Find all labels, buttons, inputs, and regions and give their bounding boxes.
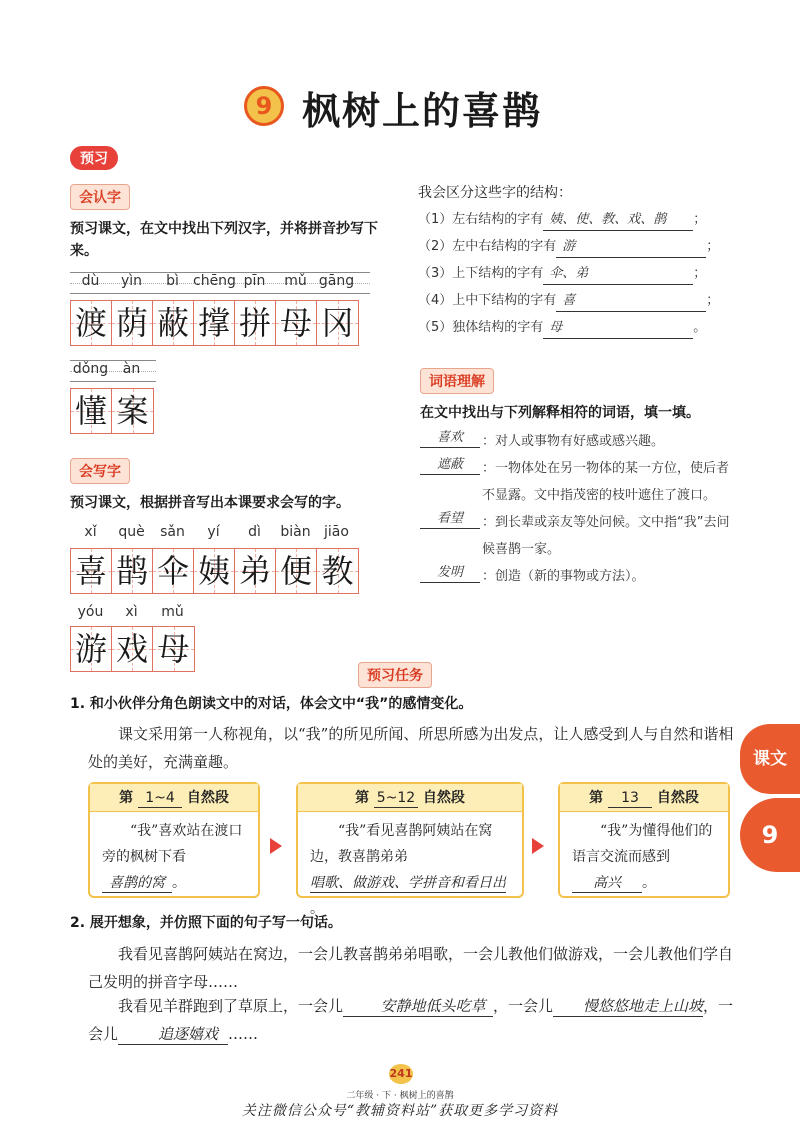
char-box: 冈: [317, 301, 358, 345]
vocab-item: [420, 563, 738, 590]
vocab-definition: ：创造（新的事物或方法）。: [482, 569, 645, 584]
recognize-pinyin-row-1: [70, 273, 357, 289]
paragraph-box-3: [558, 782, 730, 898]
char-box: 弟: [235, 549, 276, 593]
vocab-word: 喜欢: [420, 428, 480, 448]
vocab-word: 遮蔽: [420, 455, 480, 475]
char-box: 母: [153, 627, 194, 671]
box-header: 第 13 自然段: [560, 784, 728, 812]
char-box: 母: [276, 301, 317, 345]
pinyin: biàn: [280, 524, 311, 540]
vocab-item: [420, 509, 738, 563]
write-pinyin-row-1: [70, 524, 357, 540]
box-header: 第 5~12 自然段: [298, 784, 522, 812]
write-tag: 会写字: [70, 458, 130, 484]
vocab-instruction: 在文中找出与下列解释相符的词语，填一填。: [420, 405, 700, 421]
pinyin: dù: [81, 273, 100, 289]
recognize-char-row-2: [70, 388, 154, 434]
write-pinyin-row-2: [70, 604, 193, 620]
side-tab-lesson: 课文: [740, 724, 800, 794]
box-body: “我”看见喜鹊阿姨站在窝边，教喜鹊弟弟唱歌、做游戏、学拼音和看日出。: [310, 823, 506, 917]
char-box: 喜: [71, 549, 112, 593]
answer-blank: 追逐嬉戏: [118, 1024, 228, 1045]
vocab-definition: ：一物体处在另一物体的某一方位，使后者不显露。文中指茂密的枝叶遮住了渡口。: [482, 461, 730, 503]
pinyin: xǐ: [84, 524, 97, 540]
recognize-instruction: 预习课文，在文中找出下列汉字，并将拼音抄写下来。: [70, 221, 378, 259]
answer-blank: 慢悠悠地走上山坡: [553, 996, 703, 1017]
task1-heading: 1. 和小伙伴分角色朗读文中的对话，体会文中“我”的感情变化。: [70, 696, 473, 712]
pinyin: yìn: [120, 273, 143, 289]
vocab-list: [420, 428, 738, 590]
pinyin: bì: [166, 273, 179, 289]
task2-example: 我看见喜鹊阿姨站在窝边，一会儿教喜鹊弟弟唱歌，一会儿教他们做游戏，一会儿教他们学自己发明的拼音字母……: [88, 945, 734, 991]
vocab-definition: ：到长辈或亲友等处问候。文中指“我”去问候喜鹊一家。: [482, 515, 730, 557]
page-number: 241: [389, 1064, 413, 1084]
vocab-definition: ：对人或事物有好感或感兴趣。: [482, 434, 665, 449]
structure-answer: 喜: [556, 291, 706, 312]
char-box: 蔽: [153, 301, 194, 345]
box-body: “我”喜欢站在渡口旁的枫树下看喜鹊的窝 。: [102, 823, 243, 891]
structure-answer: 姨、使、教、戏、鹊: [543, 210, 693, 231]
write-instruction: 预习课文，根据拼音写出本课要求会写的字。: [70, 495, 350, 511]
structure-list: [418, 206, 719, 341]
recognize-char-row-1: [70, 300, 359, 346]
footer-breadcrumb: 二年级 · 下 · 枫树上的喜鹊: [346, 1091, 454, 1101]
char-box: 戏: [112, 627, 153, 671]
side-tab-number: 9: [740, 798, 800, 872]
task2-heading: 2. 展开想象，并仿照下面的句子写一句话。: [70, 915, 342, 931]
write-char-row-2: [70, 626, 195, 672]
page-title: 枫树上的喜鹊: [302, 88, 543, 133]
pinyin: dì: [248, 524, 261, 540]
arrow-right-icon: [532, 838, 544, 854]
answer-blank: 安静地低头吃草: [343, 996, 493, 1017]
char-box: 渡: [71, 301, 112, 345]
arrow-right-icon: [270, 838, 282, 854]
pinyin: gāng: [318, 273, 355, 289]
recognize-pinyin-row-2: [70, 361, 152, 377]
vocab-tag: 词语理解: [420, 368, 494, 394]
task-tag: 预习任务: [358, 662, 432, 688]
paragraph-box-2: [296, 782, 524, 917]
char-box: 鹊: [112, 549, 153, 593]
structure-answer: 母: [543, 318, 693, 339]
char-box: 便: [276, 549, 317, 593]
box-header: 第 1~4 自然段: [90, 784, 258, 812]
pinyin: què: [118, 524, 145, 540]
footer-notice: 关注微信公众号“教辅资料站”获取更多学习资料: [241, 1103, 559, 1119]
pinyin: mǔ: [284, 273, 307, 289]
structure-item: （2）左中右结构的字有 游 ；: [418, 233, 719, 260]
pinyin: dǒng: [72, 361, 109, 377]
char-box: 懂: [71, 389, 112, 433]
char-box: 教: [317, 549, 358, 593]
task1-paragraph: 课文采用第一人称视角，以“我”的所见所闻、所思所感为出发点，让人感受到人与自然和谐相处的美好，充满童趣。: [88, 725, 734, 771]
pinyin: sǎn: [160, 524, 185, 540]
char-box: 荫: [112, 301, 153, 345]
pinyin: mǔ: [161, 604, 184, 620]
vocab-word: 发明: [420, 563, 480, 583]
structure-item: （1）左右结构的字有 姨、使、教、戏、鹊 ；: [418, 206, 719, 233]
task2-answer: 我看见羊群跑到了草原上，一会儿 安静地低头吃草 ，一会儿 慢悠悠地走上山坡，一会儿 追逐嬉戏 ……: [88, 997, 734, 1043]
structure-answer: 游: [556, 237, 706, 258]
structure-heading: 我会区分这些字的结构：: [418, 185, 572, 201]
recognize-tag: 会认字: [70, 184, 130, 210]
char-box: 拼: [235, 301, 276, 345]
preview-tag: 预习: [70, 146, 118, 170]
paragraph-box-1: [88, 782, 260, 898]
pinyin: àn: [122, 361, 141, 377]
char-box: 姨: [194, 549, 235, 593]
char-box: 案: [112, 389, 153, 433]
structure-answer: 伞、弟: [543, 264, 693, 285]
vocab-item: [420, 455, 738, 509]
vocab-item: [420, 428, 738, 455]
pinyin: yóu: [77, 604, 104, 620]
lesson-number-badge: 9: [244, 86, 284, 126]
char-box: 游: [71, 627, 112, 671]
pinyin: xì: [125, 604, 138, 620]
structure-item: （4）上中下结构的字有 喜 ；: [418, 287, 719, 314]
pinyin: chēng: [193, 273, 236, 289]
char-box: 伞: [153, 549, 194, 593]
vocab-word: 看望: [420, 509, 480, 529]
structure-item: （3）上下结构的字有 伞、弟 ；: [418, 260, 719, 287]
char-box: 撑: [194, 301, 235, 345]
pinyin: jiāo: [324, 524, 349, 540]
structure-item: （5）独体结构的字有 母 。: [418, 314, 719, 341]
write-char-row-1: [70, 548, 359, 594]
pinyin: yí: [207, 524, 220, 540]
box-body: “我”为懂得他们的语言交流而感到高兴 。: [572, 823, 713, 891]
pinyin: pīn: [243, 273, 266, 289]
